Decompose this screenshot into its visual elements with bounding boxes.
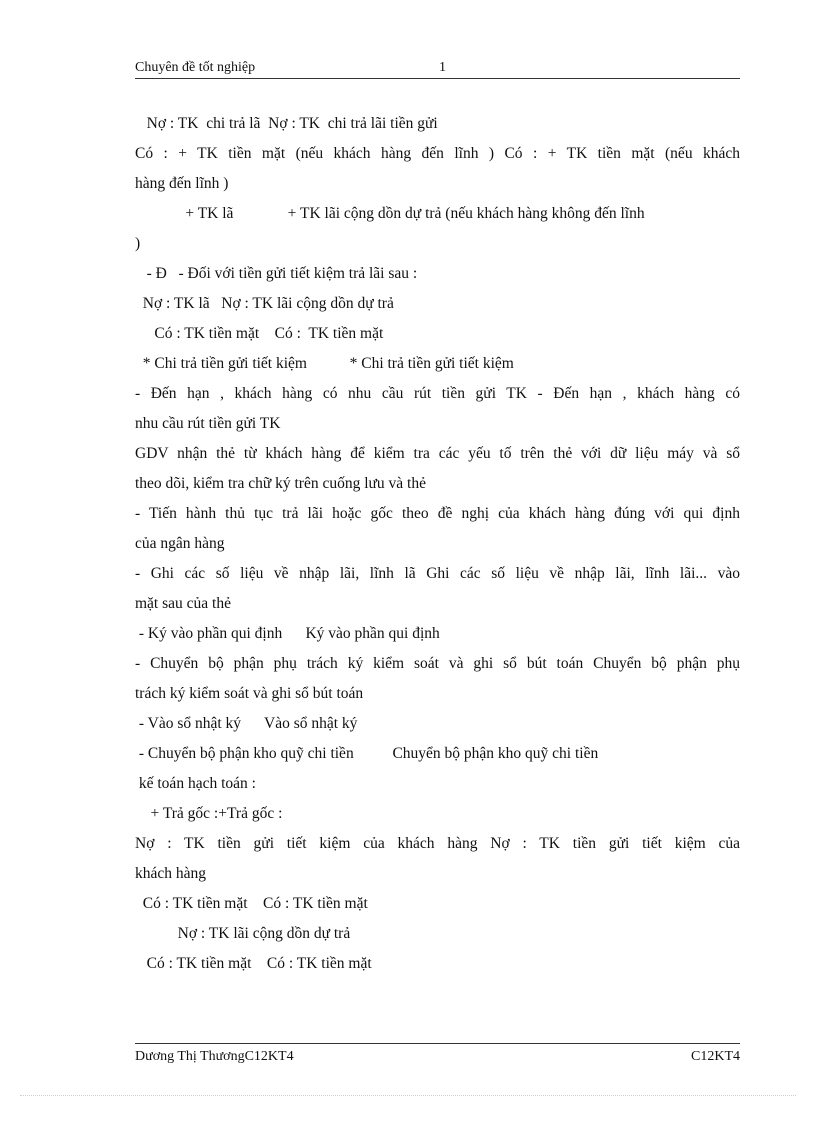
text-line-14: - Tiến hành thủ tục trả lãi hoặc gốc theo đề nghị của khách hàng đúng với qui định — [135, 505, 740, 522]
text-line-7: Nợ : TK lã Nợ : TK lãi cộng dồn dự trả — [135, 295, 394, 312]
text-line-26: khách hàng — [135, 865, 207, 882]
text-line-29: Có : TK tiền mặt Có : TK tiền mặt — [135, 955, 372, 972]
text-line-21: - Vào sổ nhật ký Vào sổ nhật ký — [135, 715, 358, 732]
document-title: Chuyên đề tốt nghiệp — [135, 60, 256, 75]
text-line-17: mặt sau của thẻ — [135, 595, 231, 612]
text-line-2: Có : + TK tiền mặt (nếu khách hàng đến lĩnh ) Có : + TK tiền mặt (nếu khách — [135, 145, 740, 162]
text-line-4: + TK lã + TK lãi cộng dồn dự trả (nếu khách hàng không đến lĩnh — [135, 205, 645, 222]
text-line-18: - Ký vào phần qui định Ký vào phần qui định — [135, 625, 440, 642]
footer-author: Dương Thị ThươngC12KT4 — [135, 1049, 294, 1064]
text-line-5: ) — [135, 235, 141, 252]
text-line-28: Nợ : TK lãi cộng dồn dự trả — [135, 925, 351, 942]
text-line-1: Nợ : TK chi trả lã Nợ : TK chi trả lãi tiền gửi — [135, 115, 438, 132]
text-line-22: - Chuyển bộ phận kho quỹ chi tiền Chuyển bộ phận kho quỹ chi tiền — [135, 745, 599, 762]
text-line-15: của ngân hàng — [135, 535, 225, 552]
text-line-24: + Trả gốc :+Trả gốc : — [135, 805, 283, 822]
text-line-6: - Đ - Đối với tiền gửi tiết kiệm trả lãi sau : — [135, 265, 418, 282]
text-line-12: GDV nhận thẻ từ khách hàng để kiểm tra các yếu tố trên thẻ với dữ liệu máy và sổ — [135, 445, 740, 462]
text-line-8: Có : TK tiền mặt Có : TK tiền mặt — [135, 325, 384, 342]
footer-class-code: C12KT4 — [691, 1049, 740, 1064]
text-line-13: theo dõi, kiểm tra chữ ký trên cuống lưu và thẻ — [135, 475, 426, 492]
text-line-20: trách ký kiểm soát và ghi sổ bút toán — [135, 685, 364, 702]
text-line-25: Nợ : TK tiền gửi tiết kiệm của khách hàng Nợ : TK tiền gửi tiết kiệm của — [135, 835, 740, 852]
text-line-10: - Đến hạn , khách hàng có nhu cầu rút tiền gửi TK - Đến hạn , khách hàng có — [135, 385, 740, 402]
text-line-27: Có : TK tiền mặt Có : TK tiền mặt — [135, 895, 368, 912]
page-edge-divider — [20, 1095, 796, 1096]
page-number: 1 — [439, 60, 446, 75]
text-line-19: - Chuyển bộ phận phụ trách ký kiểm soát và ghi sổ bút toán Chuyển bộ phận phụ — [135, 655, 740, 672]
text-line-11: nhu cầu rút tiền gửi TK — [135, 415, 281, 432]
page-footer — [135, 1043, 740, 1064]
text-line-9: * Chi trả tiền gửi tiết kiệm * Chi trả tiền gửi tiết kiệm — [135, 355, 514, 372]
text-line-23: kế toán hạch toán : — [135, 775, 256, 792]
text-line-3: hàng đến lĩnh ) — [135, 175, 229, 192]
document-body — [135, 109, 740, 979]
page-header — [135, 58, 740, 79]
text-line-16: - Ghi các số liệu về nhập lãi, lĩnh lã Ghi các số liệu về nhập lãi, lĩnh lãi... vào — [135, 565, 740, 582]
